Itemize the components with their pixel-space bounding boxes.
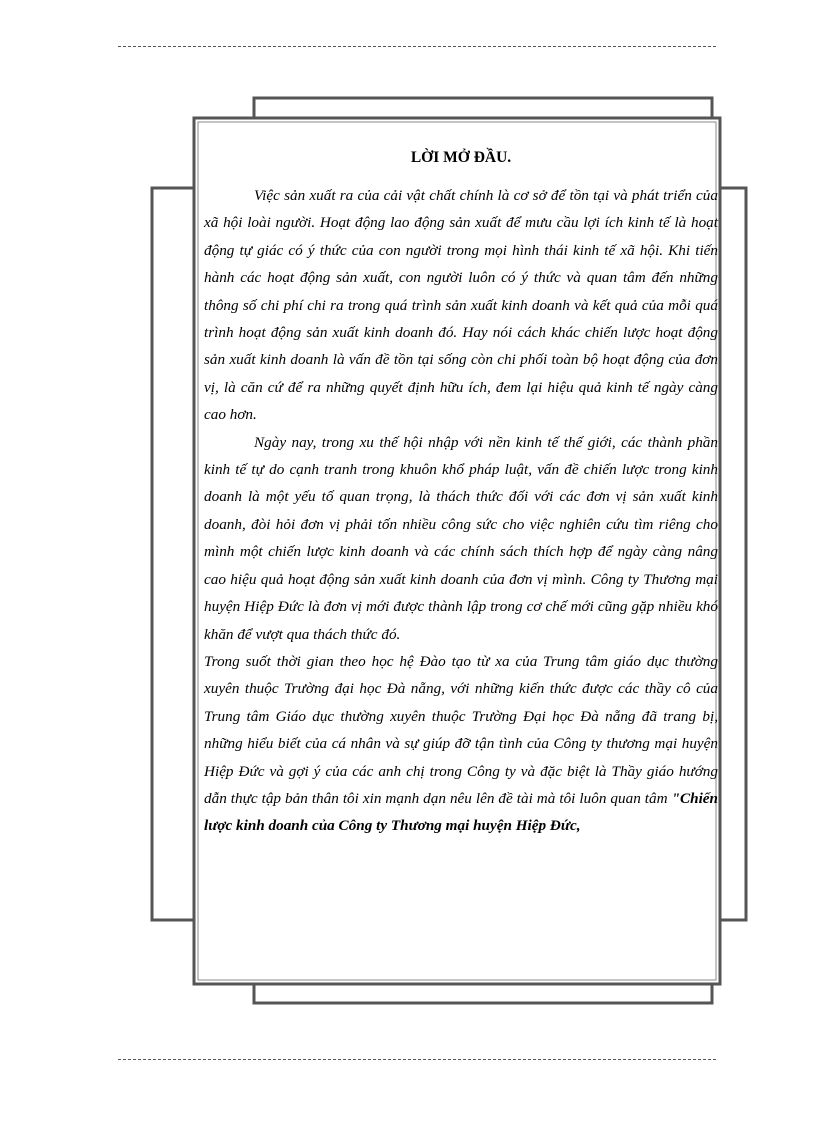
document-title: LỜI MỞ ĐẦU. [410,149,512,166]
thesis-title-bold: "Chiến lược kinh doanh của Công ty Thương mại huyện Hiệp Đức, [204,789,718,835]
document-body [204,148,718,840]
paragraph-2: Ngày nay, trong xu thế hội nhập với nền kinh tế thế giới, các thành phần kinh tế tự do cạnh tranh trong khuôn khổ pháp luật, vấn đề chiến lược trong kinh doanh là một yếu tố quan trọng, là thách thức đối với các đơn vị sản xuất kinh doanh, đòi hỏi đơn vị phải tốn nhiều công sức cho việc nghiên cứu tìm riêng cho mình một chiến lược kinh doanh và các chính sách thích hợp để ngày càng nâng cao hiệu quả hoạt động sản xuất kinh doanh của đơn vị mình. Công ty Thương mại huyện Hiệp Đức là đơn vị mới được thành lập trong cơ chế mới cũng gặp nhiều khó khăn để vượt qua thách thức đó. [204,433,718,643]
paragraph-3-text: Trong suốt thời gian theo học hệ Đào tạo từ xa của Trung tâm giáo dục thường xuyên thuộc Trường đại học Đà nẵng, với những kiến thức được các thầy cô của Trung tâm Giáo dục thường xuyên thuộc Trường Đại học Đà nẵng đã trang bị, những hiểu biết của cá nhân và sự giúp đỡ tận tình của Công ty thương mại huyện Hiệp Đức và gợi ý của các anh chị trong Công ty và đặc biệt là Thầy giáo hướng dẫn thực tập bản thân tôi xin mạnh dạn nêu lên đề tài mà tôi luôn quan tâm [204,652,718,807]
bottom-dashed-rule [118,1059,716,1060]
paragraph-1: Việc sản xuất ra của cải vật chất chính là cơ sở để tồn tại và phát triển của xã hội loài người. Hoạt động lao động sản xuất để mưu cầu lợi ích kinh tế là hoạt động tự giác có ý thức của con người trong mọi hình thái kinh tế xã hội. Khi tiến hành các hoạt động sản xuất, con người luôn có ý thức và quan tâm đến những thông số chi phí chi ra trong quá trình sản xuất kinh doanh và kết quả của mỗi quá trình hoạt động sản xuất kinh doanh đó. Hay nói cách khác chiến lược hoạt động sản xuất kinh doanh là vấn đề tồn tại sống còn chi phối toàn bộ hoạt động của đơn vị, là căn cứ để ra những quyết định hữu ích, đem lại hiệu quả kinh tế ngày càng cao hơn. [204,187,718,424]
paragraph-3 [204,648,718,840]
